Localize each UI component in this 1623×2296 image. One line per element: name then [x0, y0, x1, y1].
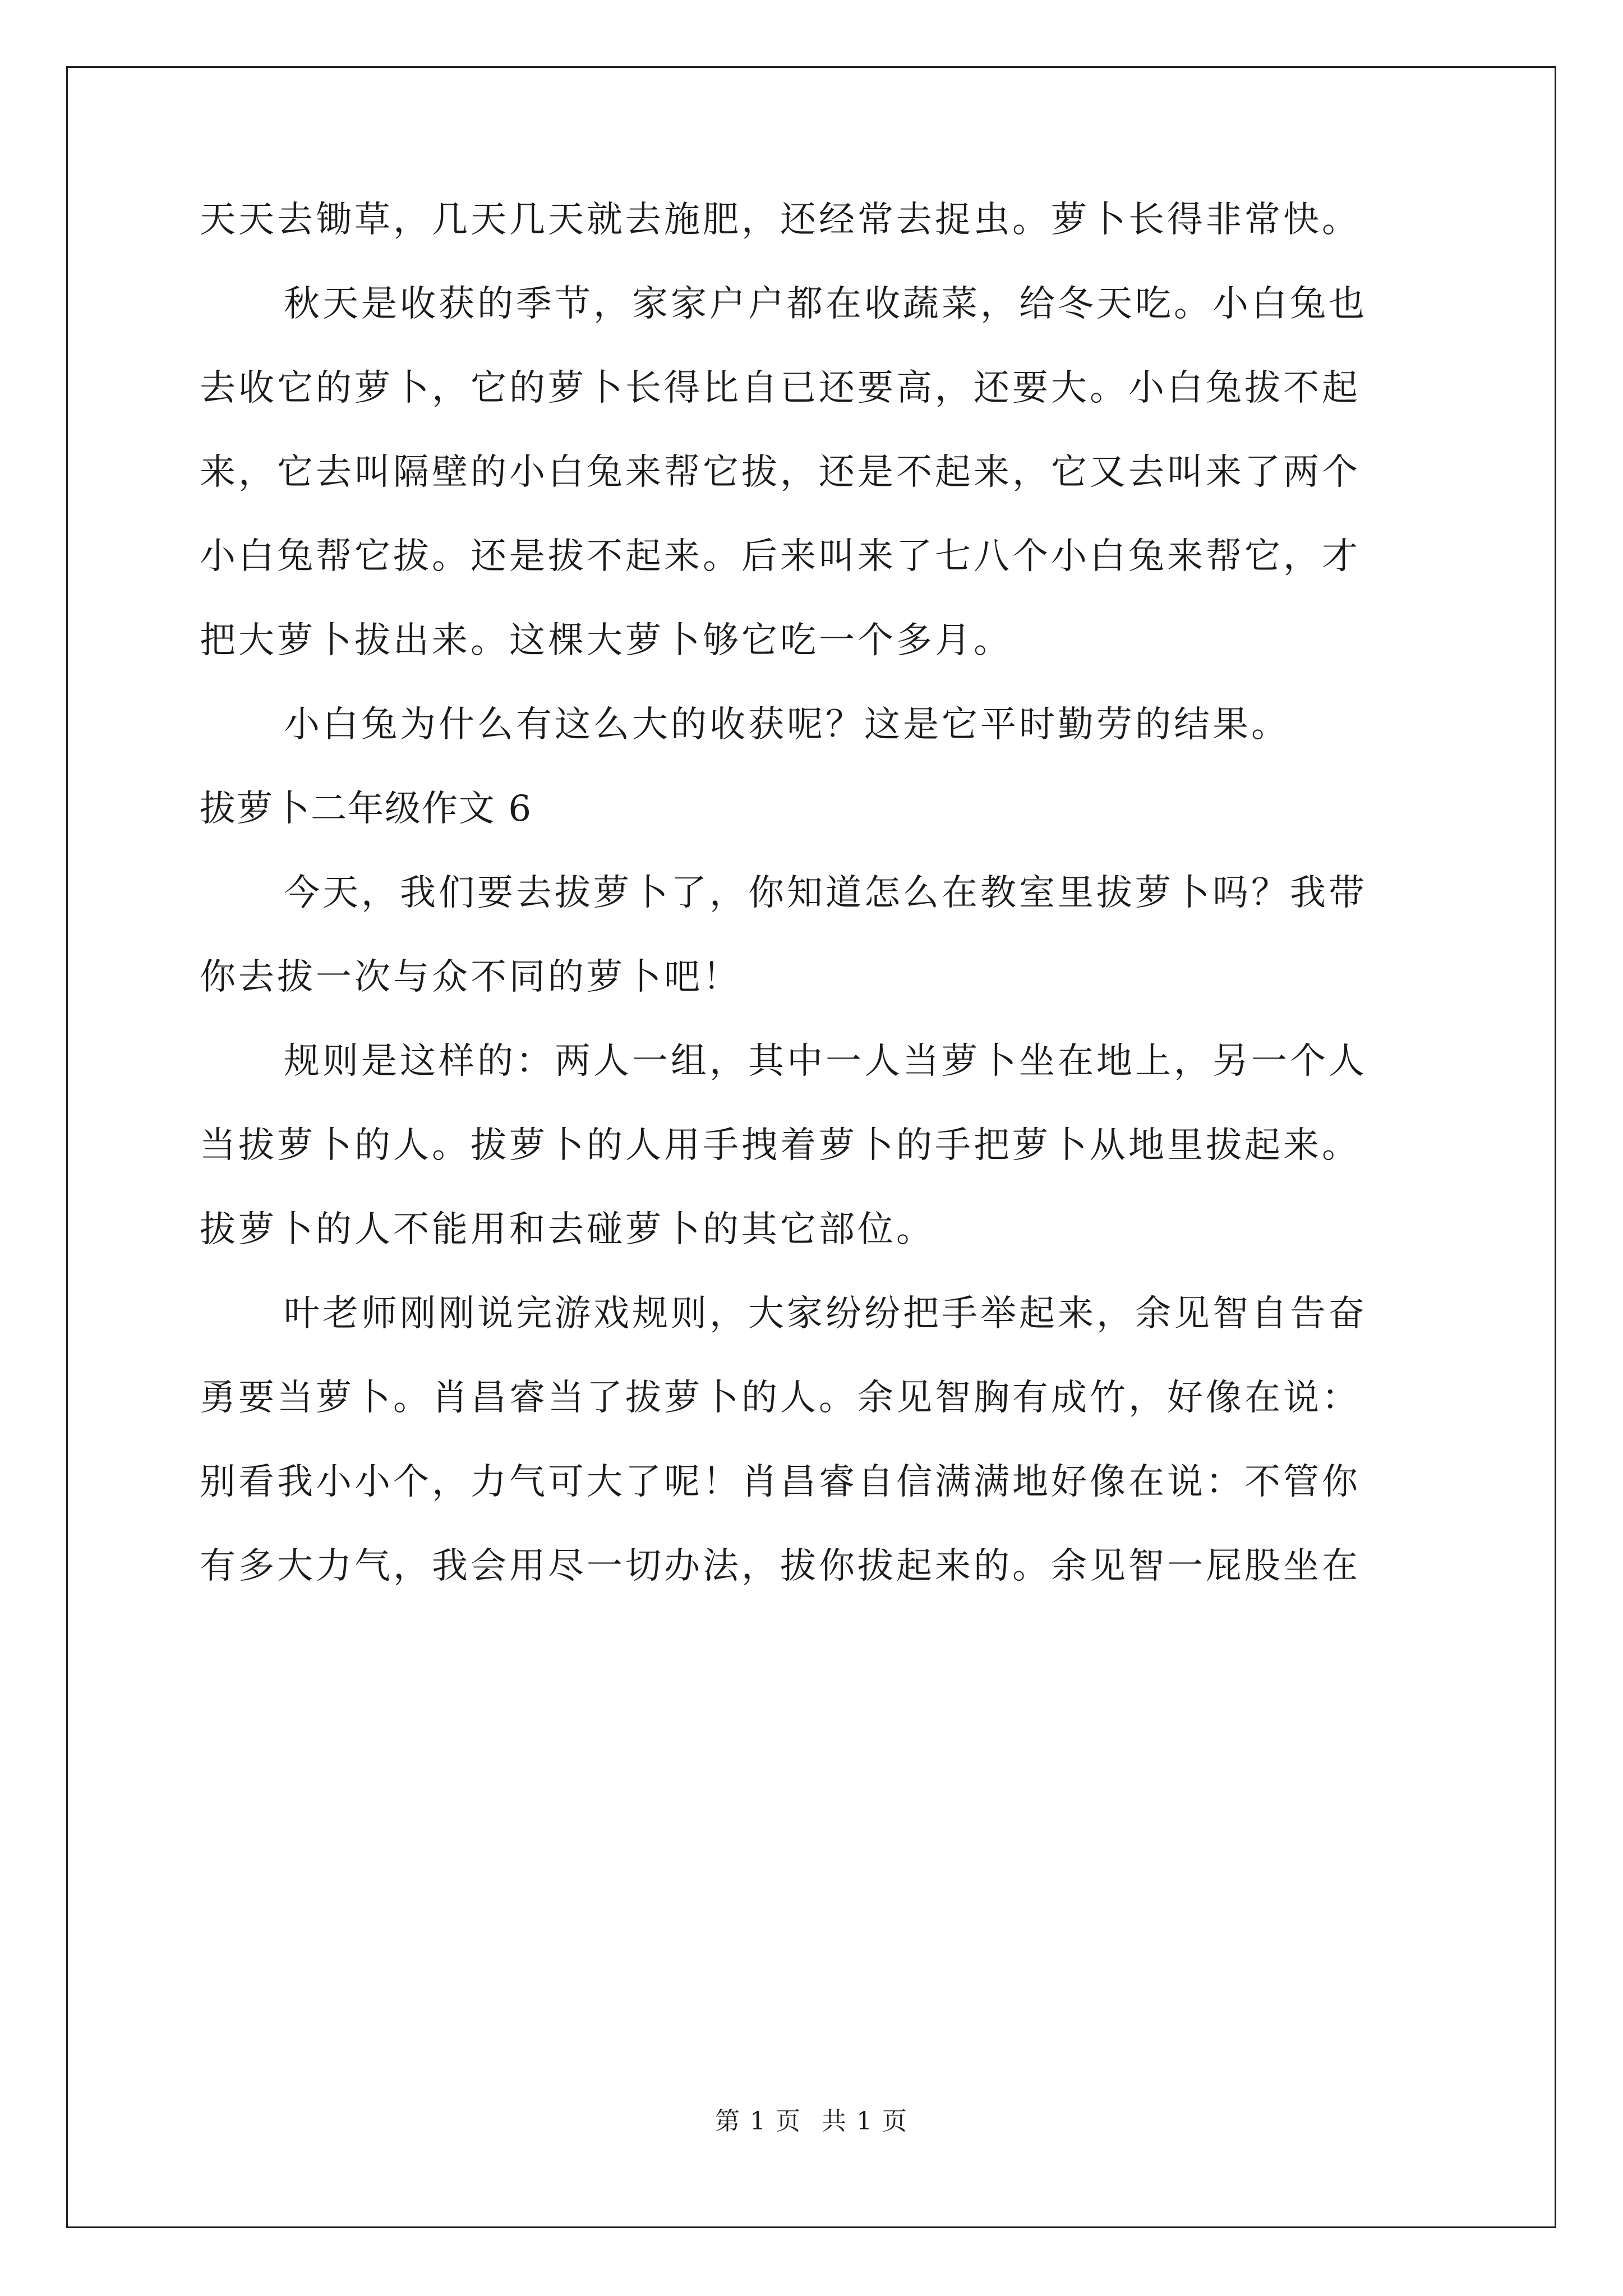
text-line: 把大萝卜拔出来。这棵大萝卜够它吃一个多月。	[200, 620, 1012, 661]
text-line: 别看我小小个，力气可大了呢！肖昌睿自信满满地好像在说：不管你	[200, 1461, 1361, 1503]
text-line: 你去拔一次与众不同的萝卜吧！	[200, 956, 741, 998]
text-line: 小白兔为什么有这么大的收获呢？这是它平时勤劳的结果。	[284, 704, 1290, 746]
text-line: 勇要当萝卜。肖昌睿当了拔萝卜的人。余见智胸有成竹，好像在说：	[200, 1377, 1361, 1419]
text-line: 小白兔帮它拔。还是拔不起来。后来叫来了七八个小白兔来帮它，才	[200, 536, 1361, 577]
text-line: 秋天是收获的季节，家家户户都在收蔬菜，给冬天吃。小白兔也	[284, 283, 1367, 325]
document-body	[200, 199, 1433, 1632]
page-number-current: 第 1 页	[715, 2107, 801, 2136]
text-line: 规则是这样的：两人一组，其中一人当萝卜坐在地上，另一个人	[284, 1041, 1367, 1082]
section-heading: 拔萝卜二年级作文 6	[200, 788, 533, 830]
page-footer	[0, 2109, 1623, 2134]
text-line: 叶老师刚刚说完游戏规则，大家纷纷把手举起来，余见智自告奋	[284, 1293, 1367, 1335]
text-line: 当拔萝卜的人。拔萝卜的人用手拽着萝卜的手把萝卜从地里拔起来。	[200, 1125, 1361, 1166]
text-line: 有多大力气，我会用尽一切办法，拔你拔起来的。余见智一屁股坐在	[200, 1545, 1361, 1587]
text-line: 今天，我们要去拔萝卜了，你知道怎么在教室里拔萝卜吗？我带	[284, 872, 1367, 914]
text-line: 天天去锄草，几天几天就去施肥，还经常去捉虫。萝卜长得非常快。	[200, 199, 1361, 241]
page-number-total: 共 1 页	[822, 2107, 908, 2136]
text-line: 来，它去叫隔壁的小白兔来帮它拔，还是不起来，它又去叫来了两个	[200, 452, 1361, 493]
text-line: 拔萝卜的人不能用和去碰萝卜的其它部位。	[200, 1209, 935, 1250]
text-line: 去收它的萝卜，它的萝卜长得比自已还要高，还要大。小白兔拔不起	[200, 367, 1361, 409]
